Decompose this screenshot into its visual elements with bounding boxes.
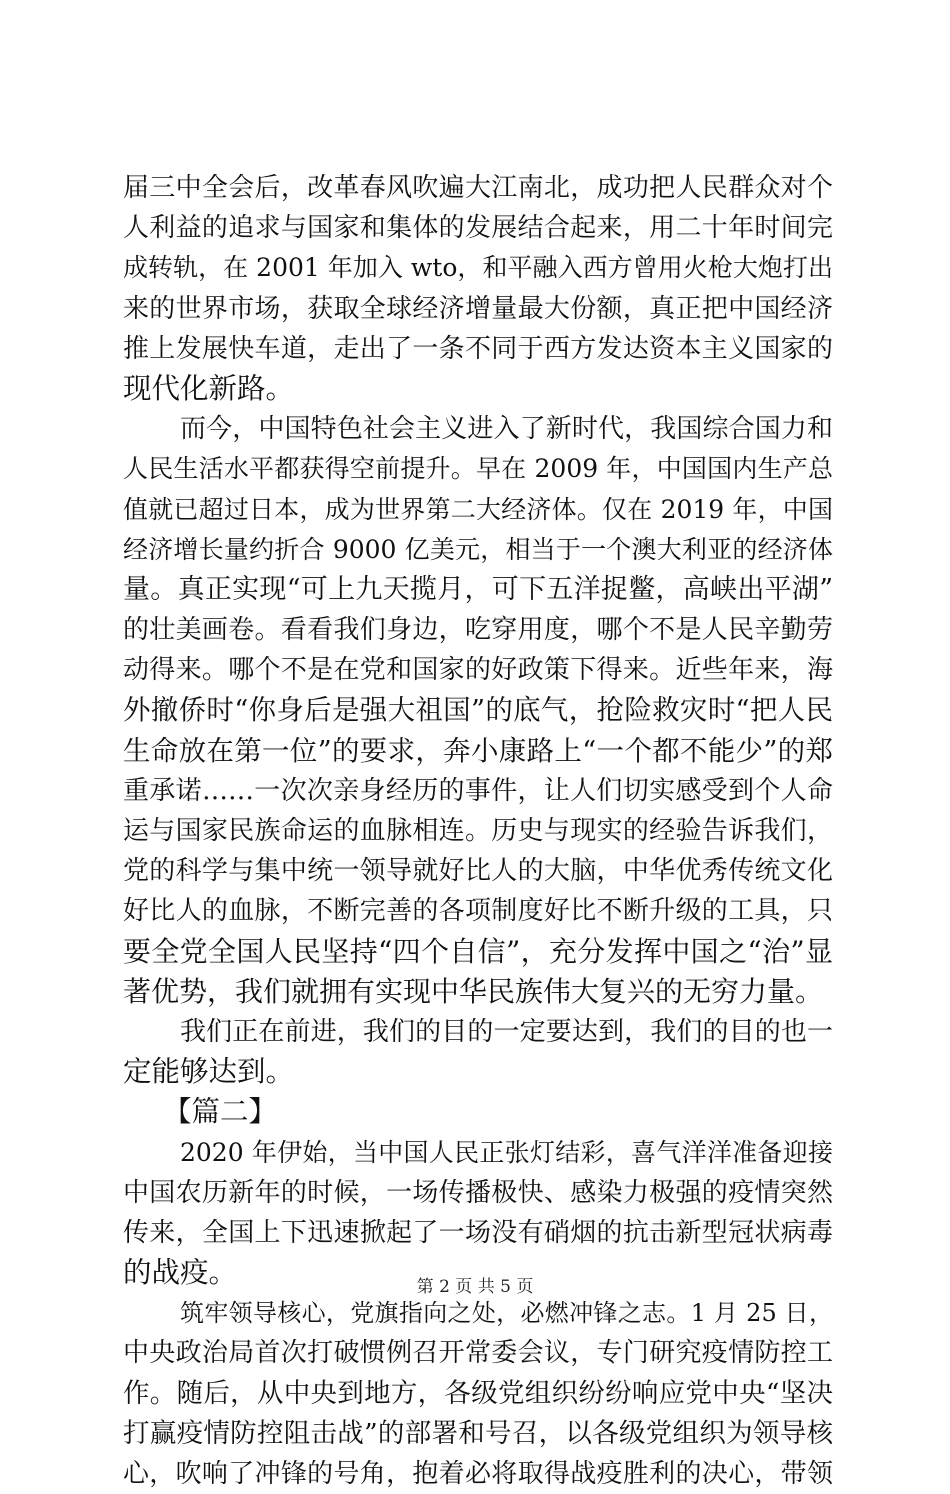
text-line: 定能够达到。 xyxy=(123,1055,295,1089)
page-number-footer: 第 2 页 共 5 页 xyxy=(416,1277,534,1297)
text-line: 中央政治局首次打破惯例召开常委会议，专门研究疫情防控工 xyxy=(123,1338,833,1369)
paragraph-2 xyxy=(123,409,833,1012)
text-line: 值就已超过日本，成为世界第二大经济体。仅在 2019 年，中国 xyxy=(123,494,833,524)
text-line: 中国农历新年的时候，一场传播极快、感染力极强的疫情突然 xyxy=(123,1177,833,1208)
text-line: 生命放在第一位”的要求，奔小康路上“一个都不能少”的郑 xyxy=(123,734,833,767)
text-line: 外撤侨时“你身后是强大祖国”的底气，抢险救灾时“把人民 xyxy=(123,694,833,727)
text-line: 的壮美画卷。看看我们身边，吃穿用度，哪个不是人民辛勤劳 xyxy=(123,615,833,646)
text-line: 筑牢领导核心，党旗指向之处，必燃冲锋之志。1 月 25 日， xyxy=(180,1299,833,1328)
text-line: 我们正在前进，我们的目的一定要达到，我们的目的也一 xyxy=(180,1016,833,1047)
text-line: 2020 年伊始，当中国人民正张灯结彩，喜气洋洋准备迎接 xyxy=(180,1137,833,1167)
text-line: 要全党全国人民坚持“四个自信”，充分发挥中国之“治”显 xyxy=(123,934,833,968)
text-line: 而今，中国特色社会主义进入了新时代，我国综合国力和 xyxy=(180,414,833,445)
text-line: 来的世界市场，获取全球经济增量最大份额，真正把中国经济 xyxy=(123,293,833,324)
text-line: 届三中全会后，改革春风吹遍大江南北，成功把人民群众对个 xyxy=(123,173,833,203)
text-line: 人利益的追求与国家和集体的发展结合起来，用二十年时间完 xyxy=(123,213,833,244)
text-line: 著优势，我们就拥有实现中华民族伟大复兴的无穷力量。 xyxy=(123,974,824,1008)
text-line: 传来，全国上下迅速掀起了一场没有硝烟的抗击新型冠状病毒 xyxy=(123,1217,833,1248)
text-line: 现代化新路。 xyxy=(123,371,295,405)
text-line: 量。真正实现“可上九天揽月，可下五洋捉鳖，高峡出平湖” xyxy=(123,573,833,605)
paragraph-3 xyxy=(123,1012,833,1092)
text-line: 人民生活水平都获得空前提升。早在 2009 年，中国国内生产总 xyxy=(123,454,833,484)
text-line: 作。随后，从中央到地方，各级党组织纷纷响应党中央“坚决 xyxy=(123,1377,833,1409)
section-heading-text: 【篇二】 xyxy=(163,1095,278,1129)
paragraph-1 xyxy=(123,168,833,409)
text-line: 动得来。哪个不是在党和国家的好政策下得来。近些年来，海 xyxy=(123,655,833,686)
paragraph-4 xyxy=(123,1133,833,1294)
text-line: 打赢疫情防控阻击战”的部署和号召，以各级党组织为领导核 xyxy=(123,1417,833,1449)
text-line: 经济增长量约折合 9000 亿美元，相当于一个澳大利亚的经济体 xyxy=(123,534,833,564)
text-line: 心，吹响了冲锋的号角，抱着必将取得战疫胜利的决心，带领 xyxy=(123,1459,833,1489)
text-line: 成转轨，在 2001 年加入 wto，和平融入西方曾用火枪大炮打出 xyxy=(123,253,833,283)
text-line: 的战疫。 xyxy=(123,1256,238,1290)
text-line: 运与国家民族命运的血脉相连。历史与现实的经验告诉我们， xyxy=(123,816,833,846)
paragraph-5 xyxy=(123,1293,833,1494)
text-line: 推上发展快车道，走出了一条不同于西方发达资本主义国家的 xyxy=(123,333,833,364)
text-line: 重承诺……一次次亲身经历的事件，让人们切实感受到个人命 xyxy=(123,775,833,806)
text-line: 好比人的血脉，不断完善的各项制度好比不断升级的工具，只 xyxy=(123,896,833,927)
section-heading xyxy=(123,1092,833,1132)
text-line: 党的科学与集中统一领导就好比人的大脑，中华优秀传统文化 xyxy=(123,856,833,887)
